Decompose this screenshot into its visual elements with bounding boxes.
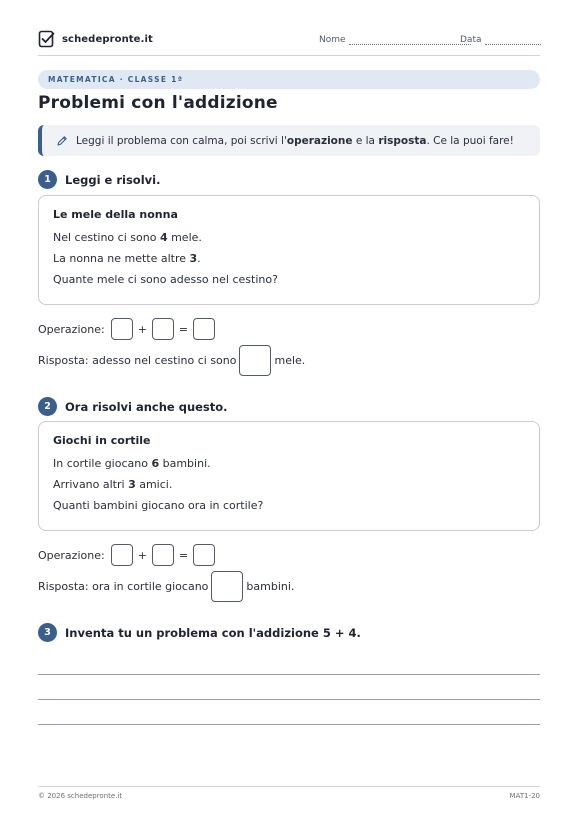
answer-text: Risposta: adesso nel cestino ci sono — [38, 354, 237, 367]
answer-box[interactable] — [211, 571, 243, 602]
instruction-note — [38, 125, 540, 156]
section-number: 2 — [38, 397, 57, 416]
operation-label: Operazione: — [38, 548, 105, 562]
section-number: 3 — [38, 623, 57, 642]
worksheet-code: MAT1-20 — [509, 792, 540, 800]
addend-box-1[interactable] — [111, 318, 133, 340]
problem-box-1 — [38, 195, 540, 305]
writing-line[interactable] — [38, 699, 540, 700]
answer-text: Risposta: ora in cortile giocano — [38, 580, 209, 593]
problem-line: Quanti bambini giocano ora in cortile? — [53, 499, 264, 512]
page-header — [38, 30, 540, 56]
problem-title: Giochi in cortile — [53, 434, 151, 447]
name-label: Nome — [319, 35, 346, 45]
brand-logo — [38, 30, 153, 48]
page-footer — [38, 786, 540, 800]
instruction-text: Leggi il problema con calma, poi scrivi l'operazione e la risposta. Ce la puoi fare! — [76, 134, 514, 147]
writing-line[interactable] — [38, 674, 540, 675]
plus-sign: + — [137, 548, 147, 562]
problem-line: In cortile giocano 6 bambini. — [53, 457, 211, 470]
writing-line[interactable] — [38, 724, 540, 725]
answer-unit: mele. — [274, 354, 306, 367]
section-title: Inventa tu un problema con l'addizione 5 + 4. — [65, 625, 361, 640]
problem-box-2 — [38, 421, 540, 531]
problem-line: Nel cestino ci sono 4 mele. — [53, 231, 202, 244]
section-title: Leggi e risolvi. — [65, 172, 161, 187]
checked-sheet-icon — [38, 30, 56, 48]
section-3-heading — [38, 623, 361, 642]
section-number: 1 — [38, 170, 57, 189]
addend-box-1[interactable] — [111, 544, 133, 566]
date-field[interactable] — [460, 35, 541, 45]
problem-line: Arrivano altri 3 amici. — [53, 478, 173, 491]
section-1-heading — [38, 170, 160, 189]
operation-label: Operazione: — [38, 322, 105, 336]
addend-box-2[interactable] — [152, 318, 174, 340]
equals-sign: = — [178, 322, 189, 336]
problem-line: La nonna ne mette altre 3. — [53, 252, 201, 265]
brand-name: schedepronte.it — [62, 33, 153, 45]
equals-sign: = — [178, 548, 189, 562]
pencil-icon — [56, 135, 68, 147]
plus-sign: + — [137, 322, 147, 336]
name-field[interactable] — [319, 35, 471, 45]
operation-row-1 — [38, 318, 215, 340]
date-line[interactable] — [485, 36, 541, 45]
answer-unit: bambini. — [246, 580, 295, 593]
date-label: Data — [460, 35, 482, 45]
name-line[interactable] — [349, 36, 471, 45]
result-box[interactable] — [193, 544, 215, 566]
section-title: Ora risolvi anche questo. — [65, 399, 228, 414]
copyright: © 2026 schedepronte.it — [38, 792, 123, 800]
section-2-heading — [38, 397, 228, 416]
result-box[interactable] — [193, 318, 215, 340]
operation-row-2 — [38, 544, 215, 566]
problem-title: Le mele della nonna — [53, 208, 178, 221]
addend-box-2[interactable] — [152, 544, 174, 566]
page-title: Problemi con l'addizione — [38, 93, 278, 113]
problem-line: Quante mele ci sono adesso nel cestino? — [53, 273, 278, 286]
answer-box[interactable] — [239, 345, 271, 376]
answer-row-2 — [38, 571, 294, 602]
answer-row-1 — [38, 345, 305, 376]
subject-bar: MATEMATICA · CLASSE 1ª — [38, 70, 540, 89]
